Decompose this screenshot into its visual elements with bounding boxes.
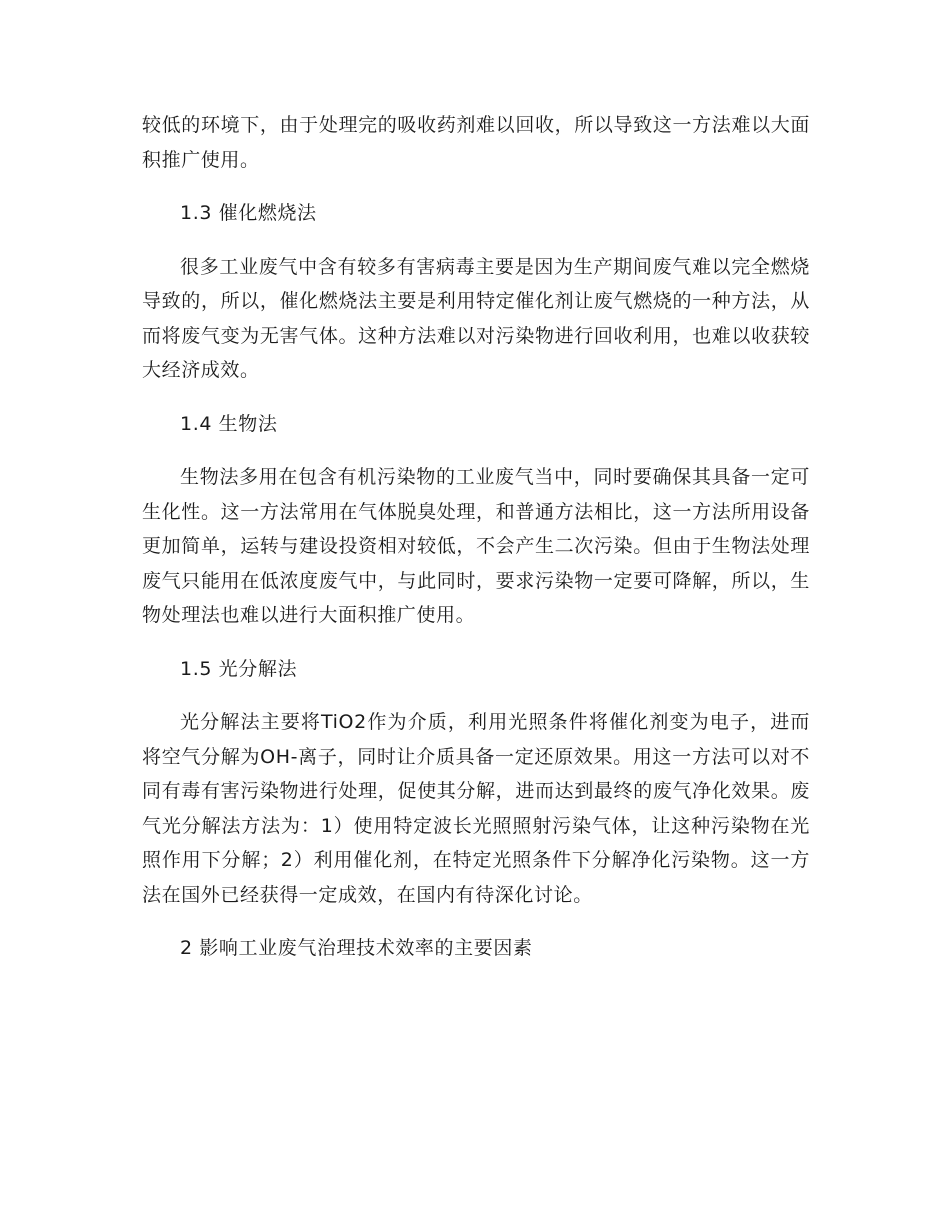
section-heading-1-5: 1.5 光分解法 — [180, 657, 298, 680]
continuation-paragraph: 较低的环境下，由于处理完的吸收药剂难以回收，所以导致这一方法难以大面积推广使用。 — [142, 114, 810, 171]
section-body-1-4: 生物法多用在包含有机污染物的工业废气当中，同时要确保其具备一定可生化性。这一方法常用在气体脱臭处理，和普通方法相比，这一方法所用设备更加简单，运转与建设投资相对较低，不会产生二次污染。但由于生物法处理废气只能用在低浓度废气中，与此同时，要求污染物一定要可降解，所以，生物处理法也难以进行大面积推广使用。 — [142, 466, 810, 626]
section-heading-2: 2 影响工业废气治理技术效率的主要因素 — [180, 937, 533, 959]
section-heading-1-3: 1.3 催化燃烧法 — [180, 202, 317, 224]
section-body-1-5: 光分解法主要将TiO2作为介质，利用光照条件将催化剂变为电子，进而将空气分解为OH-离子，同时让介质具备一定还原效果。用这一方法可以对不同有毒有害污染物进行处理，促使其分解，进而达到最终的废气净化效果。废气光分解法方法为：1）使用特定波长光照照射污染气体，让这种污染物在光照作用下分解；2）利用催化剂，在特定光照条件下分解净化污染物。这一方法在国外已经获得一定成效，在国内有待深化讨论。 — [142, 711, 810, 906]
section-heading-1-4: 1.4 生物法 — [180, 412, 278, 435]
section-body-1-3: 很多工业废气中含有较多有害病毒主要是因为生产期间废气难以完全燃烧导致的，所以，催化燃烧法主要是利用特定催化剂让废气燃烧的一种方法，从而将废气变为无害气体。这种方法难以对污染物进行回收利用，也难以收获较大经济成效。 — [142, 255, 810, 381]
document-body — [142, 108, 810, 985]
